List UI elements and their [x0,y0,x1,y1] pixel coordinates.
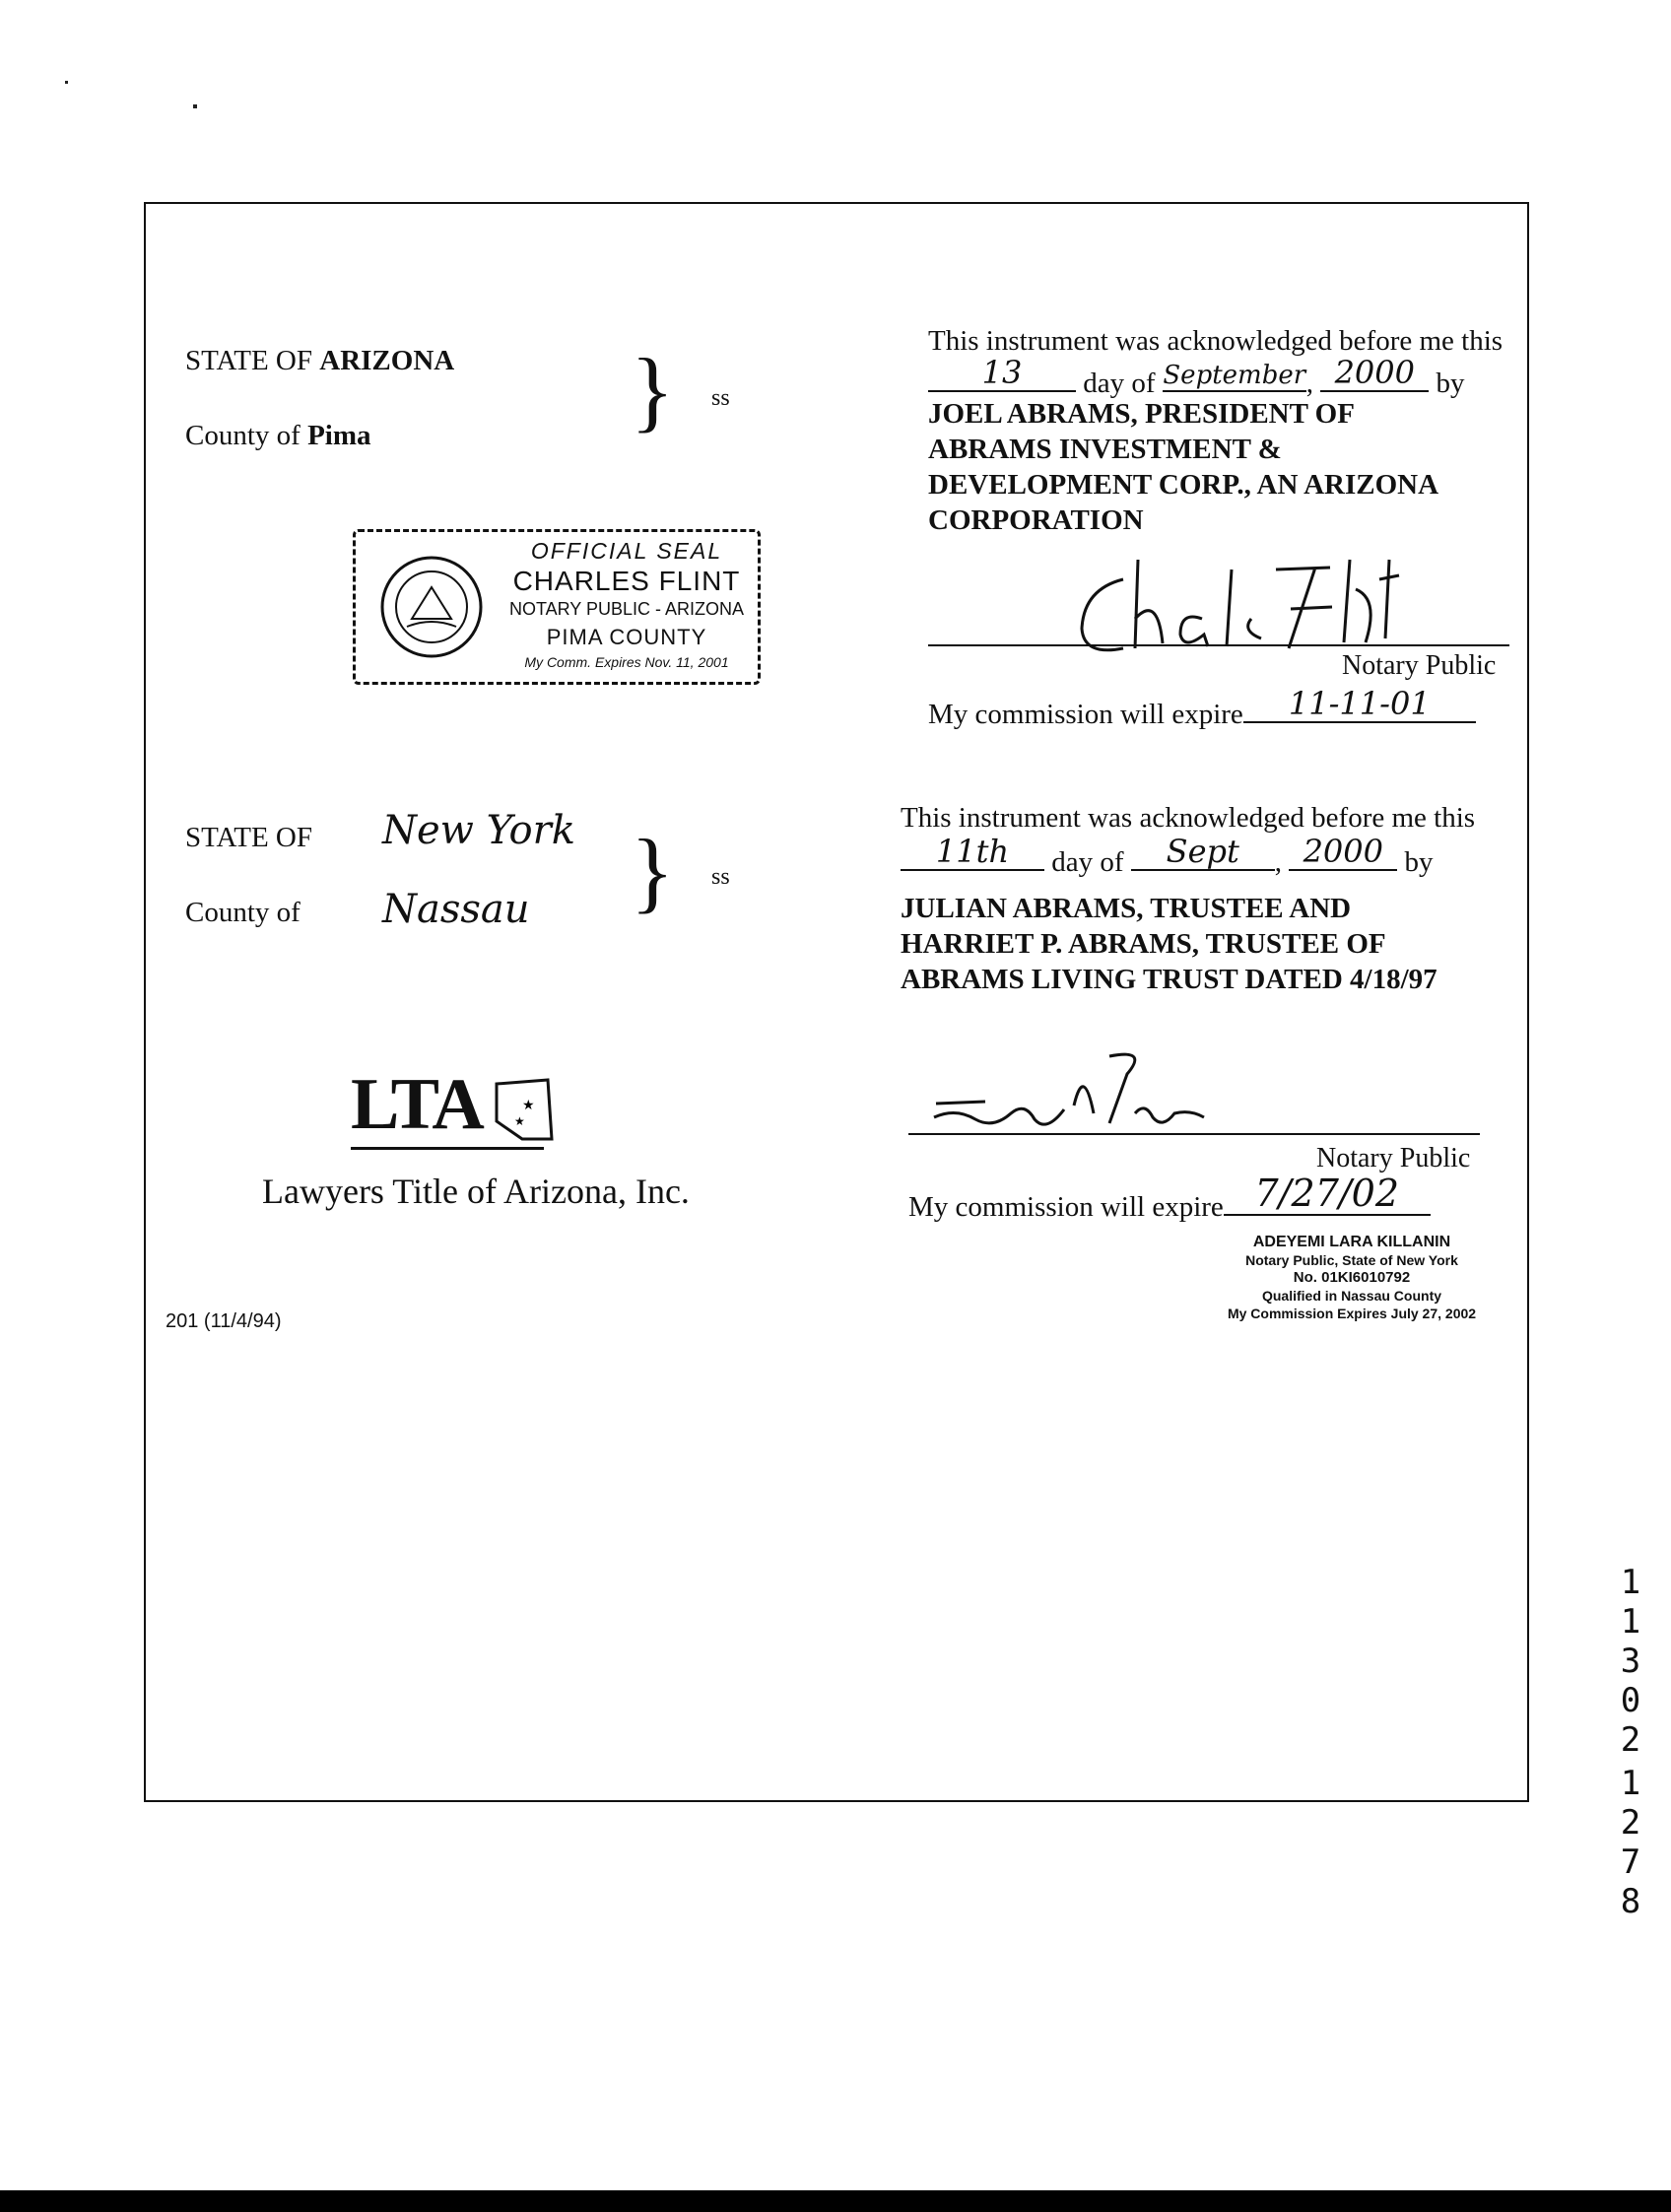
party-line: ABRAMS LIVING TRUST DATED 4/18/97 [901,964,1437,995]
year-field-2: 2000 [1289,839,1397,871]
ack-date-line-1: 13 day of September , 2000 by [928,361,1465,398]
notary-stamp-number: No. 01KI6010792 [1293,1269,1411,1286]
state-label: STATE OF [185,345,312,376]
notary-stamp-expiry: My Commission Expires July 27, 2002 [1227,1306,1477,1321]
notary-stamp-ny [1184,1234,1519,1322]
notary-stamp-county: Qualified in Nassau County [1261,1288,1442,1304]
signature-line-1 [928,644,1509,646]
seal-name: CHARLES FLINT [512,566,741,596]
month-field-2: Sept [1131,839,1275,871]
ack-date-line-2: 11th day of Sept , 2000 by [901,839,1434,877]
commission-field-1: 11-11-01 [1243,692,1476,723]
lta-company-name: Lawyers Title of Arizona, Inc. [262,1172,690,1211]
lta-logo-mark: LTA [351,1064,483,1145]
month-field-1: September [1163,361,1306,390]
county-line-1 [185,422,371,450]
svg-text:★: ★ [522,1098,535,1113]
party-line: CORPORATION [928,504,1144,536]
form-number: 201 (11/4/94) [166,1310,282,1332]
scan-speck [65,81,68,84]
party-line: JULIAN ABRAMS, TRUSTEE AND [901,893,1352,924]
scan-bottom-edge [0,2190,1671,2212]
ss-1: ss [711,385,730,411]
arizona-seal-icon [377,548,486,666]
party-line: JOEL ABRAMS, PRESIDENT OF [928,398,1355,430]
side-number-col1: 1 1 3 0 2 [1620,1563,1641,1760]
state-label-2: STATE OF [185,822,312,853]
side-number-col2: 1 2 7 8 [1620,1764,1641,1921]
county-label: County of [185,420,301,451]
signature-charles-flint [1064,540,1438,666]
ack-line-2: This instrument was acknowledged before me this [901,802,1476,834]
notary-label-2: Notary Public [1316,1143,1471,1173]
day-field-1: 13 [928,361,1076,392]
day-field-2: 11th [901,839,1044,871]
seal-county: PIMA COUNTY [546,625,707,649]
brace-1: } [631,340,675,440]
seal-expiry: My Comm. Expires Nov. 11, 2001 [524,654,729,670]
commission-line-2: My commission will expire 7/27/02 [908,1184,1431,1222]
party-line: ABRAMS INVESTMENT & [928,434,1282,465]
notary-label-1: Notary Public [1342,650,1497,681]
state-value: ARIZONA [319,345,455,376]
notary-stamp-name: ADEYEMI LARA KILLANIN [1252,1234,1451,1250]
signature-notary-2 [916,1044,1241,1143]
party-line: HARRIET P. ABRAMS, TRUSTEE OF [901,928,1386,960]
seal-title: OFFICIAL SEAL [530,538,723,564]
commission-field-2: 7/27/02 [1224,1184,1431,1216]
official-seal-stamp [353,529,761,685]
signature-line-2 [908,1133,1480,1135]
year-field-1: 2000 [1320,361,1429,392]
commission-line-1: My commission will expire 11-11-01 [928,692,1476,729]
state-value-2: New York [382,808,575,853]
svg-text:★: ★ [514,1114,525,1128]
county-label-2: County of [185,897,301,928]
scan-speck [193,104,197,108]
county-value: Pima [307,420,371,451]
ss-2: ss [711,864,730,890]
arizona-state-icon [493,1076,556,1143]
county-value-2: Nassau [382,887,530,932]
brace-2: } [631,821,675,921]
state-line-1 [185,347,454,375]
seal-office: NOTARY PUBLIC - ARIZONA [508,599,745,619]
party-line: DEVELOPMENT CORP., AN ARIZONA [928,469,1439,501]
ack-line-1: This instrument was acknowledged before me this [928,325,1504,357]
notary-stamp-office: Notary Public, State of New York [1245,1252,1458,1268]
lta-logo-underline [351,1147,544,1150]
